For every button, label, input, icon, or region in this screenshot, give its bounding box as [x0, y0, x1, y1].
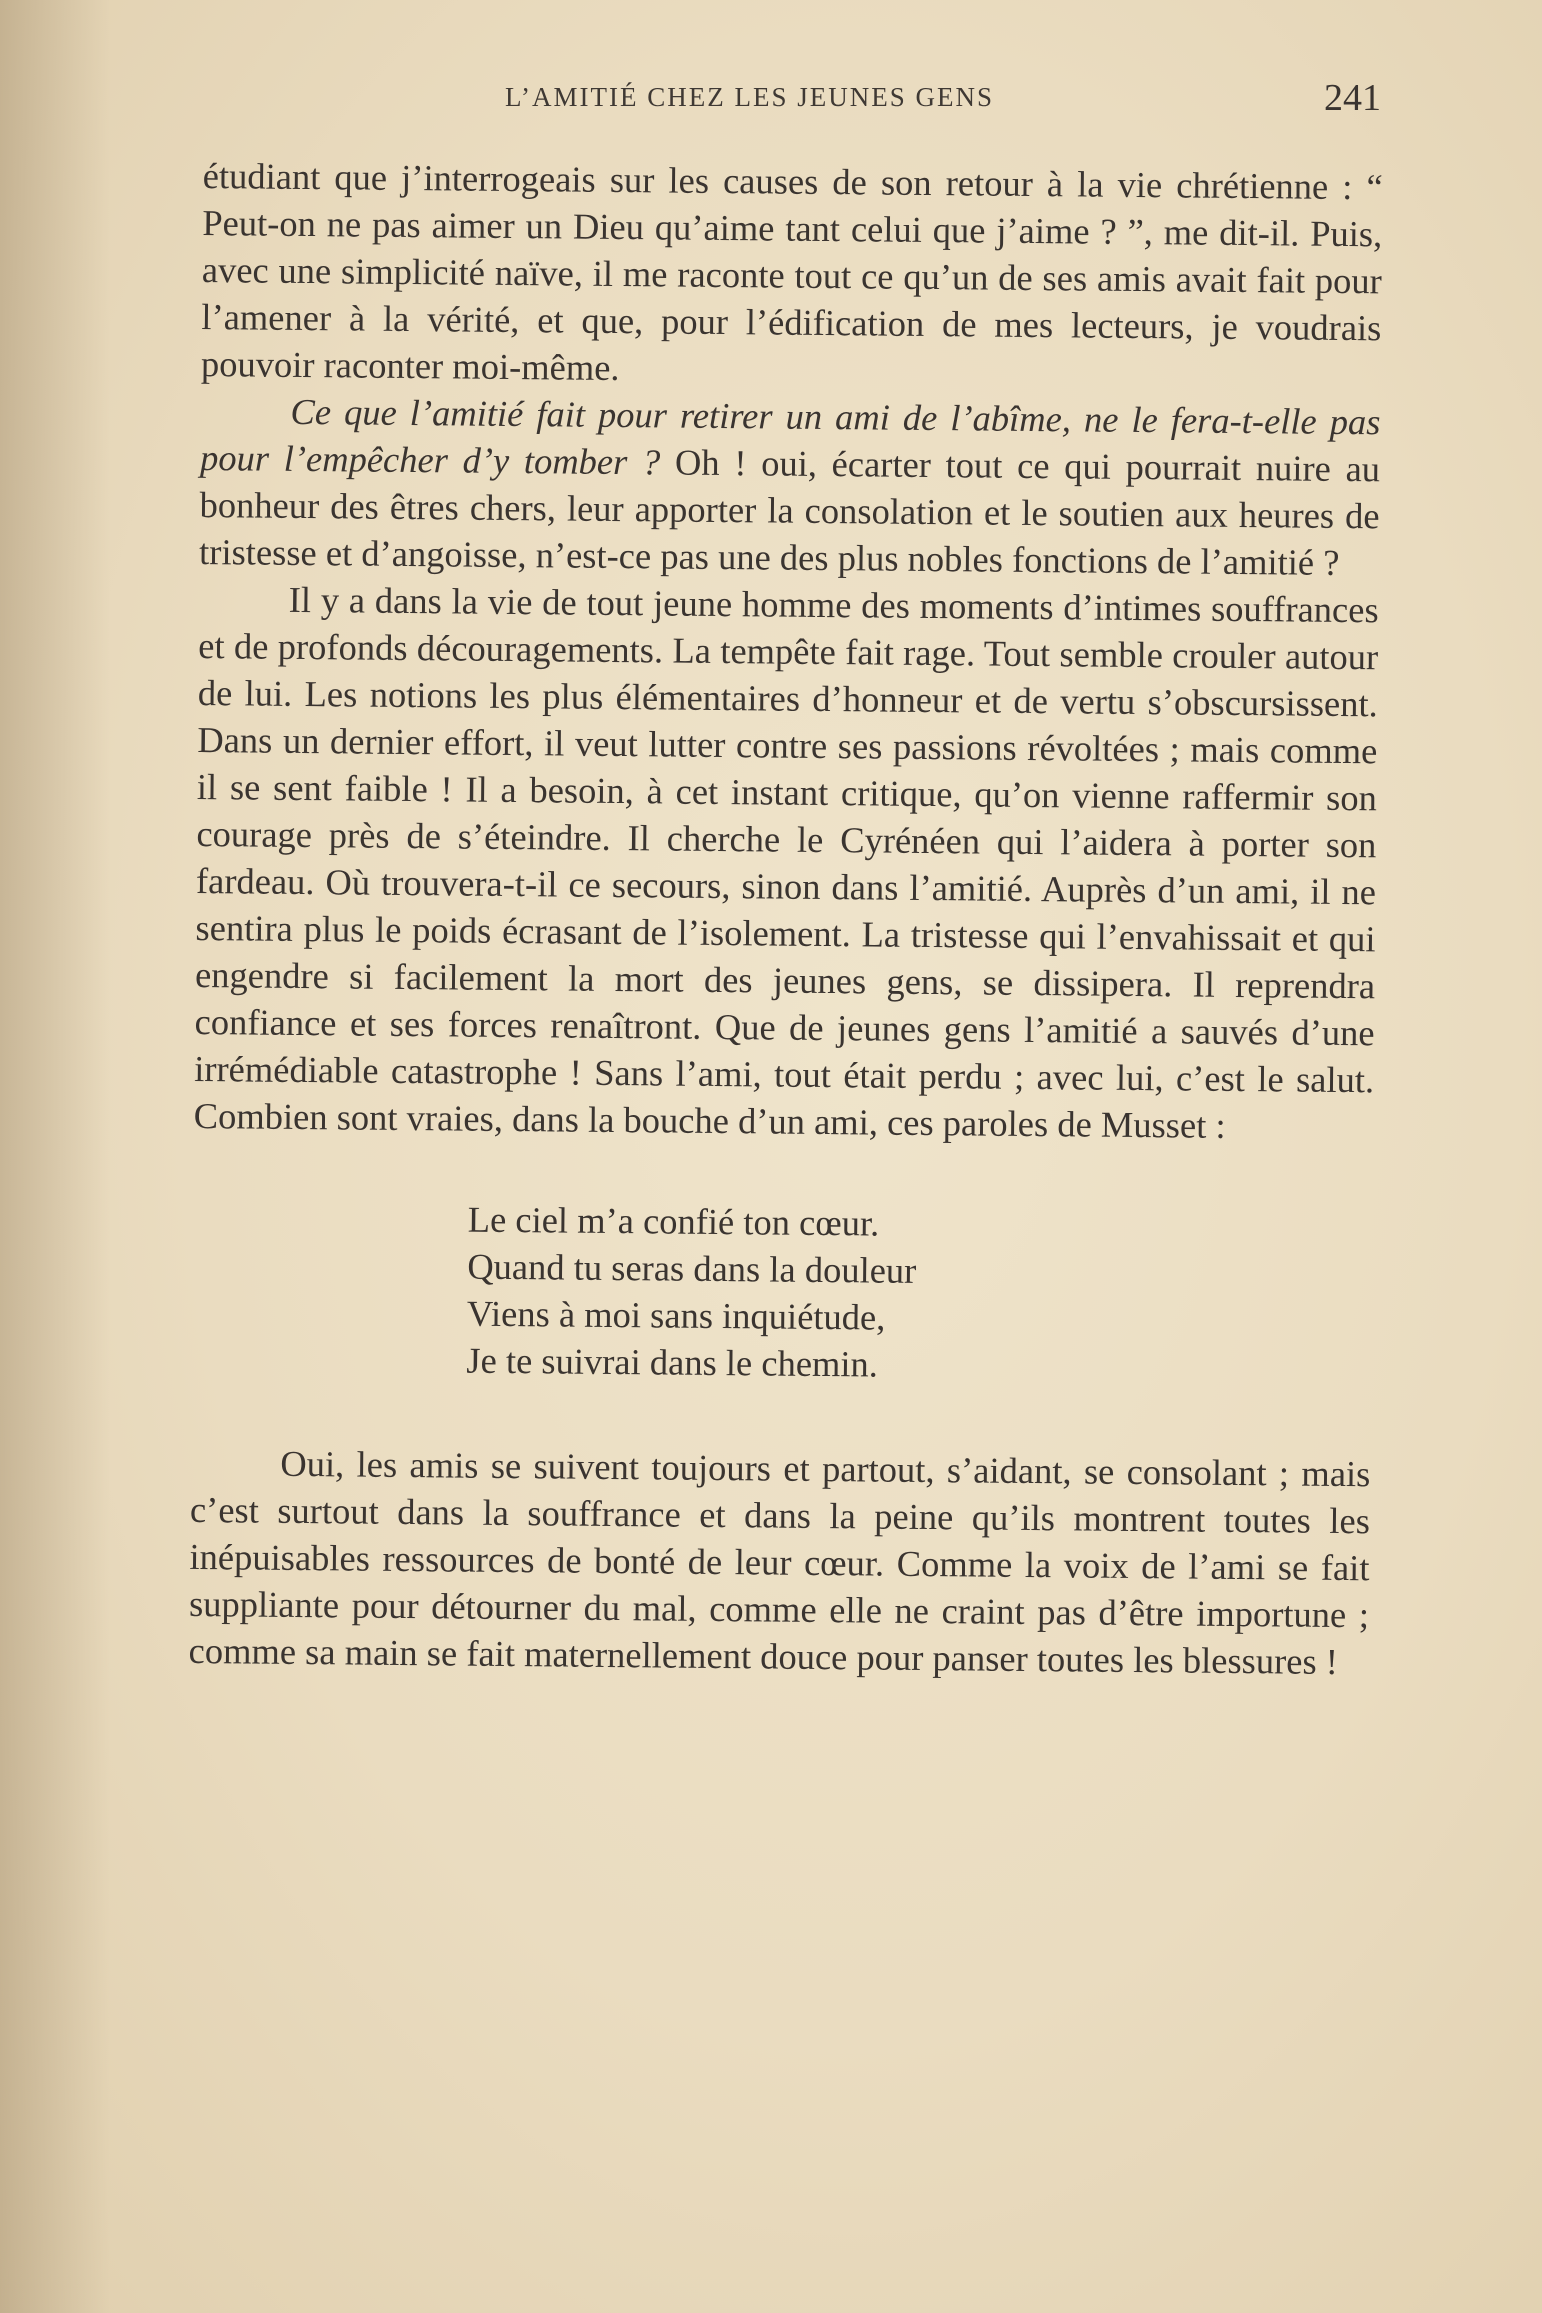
verse-line: Je te suivrai dans le chemin.: [466, 1339, 879, 1385]
paragraph-2: [199, 387, 1381, 586]
page-number: 241: [1324, 77, 1381, 119]
paragraph-1: étudiant que j’interrogeais sur les causes de son retour à la vie chrétienne : “ Peut-on ne pas aimer un Dieu qu’aime tant celui que j’aime ? ”, me dit-il. Puis, avec une simplicité naïve, il me raconte tout ce qu’un de ses amis avait fait pour l’amener à la vérité, et que, pour l’édification de mes lecteurs, je voudrais pouvoir raconter moi-même.: [200, 154, 1383, 389]
paragraph-2-italic: Ce que l’amitié fait pour retirer un ami de l’abîme, ne le fera-t-elle pas pour l’empêcher d’y tomber ?: [199, 390, 1381, 483]
verse-line: Viens à moi sans inquiétude,: [466, 1292, 886, 1338]
running-title: L’AMITIÉ CHEZ LES JEUNES GENS: [505, 82, 994, 112]
paragraph-2-rest: Oh ! oui, écarter tout ce qui pourrait nuire au bonheur des êtres chers, leur apporter la consolation et le soutien aux heures de tristesse et d’angoisse, n’est-ce pas une des plus nobles fonctions de l’amitié ?: [198, 441, 1381, 583]
verse-line: Quand tu seras dans la douleur: [467, 1245, 917, 1291]
body-text: [188, 152, 1383, 1685]
paragraph-4: Oui, les amis se suivent toujours et partout, s’aidant, se consolant ; mais c’est surtout dans la souffrance et dans la peine qu’ils montrent toutes les inépuisables ressources de bonté de leur cœur. Comme la voix de l’ami se fait suppliante pour détourner du mal, comme elle ne craint pas d’être importune ; comme sa main se fait maternellement douce pour panser toutes les blessures !: [188, 1442, 1371, 1682]
verse-quote: [466, 1196, 1373, 1393]
paragraph-3: Il y a dans la vie de tout jeune homme des moments d’intimes souffrances et de profonds découragements. La tempête fait rage. Tout semble crouler autour de lui. Les notions les plus élémentaires d’honneur et de vertu s’obscursissent. Dans un dernier effort, il veut lutter contre ses passions révoltées ; mais comme il se sent faible ! Il a besoin, à cet instant critique, qu’on vienne raffermir son courage près de s’éteindre. Il cherche le Cyrénéen qui l’aidera à porter son fardeau. Où trouvera-t-il ce secours, sinon dans l’amitié. Auprès d’un ami, il ne sentira plus le poids écrasant de l’isolement. La tristesse qui l’envahissait et qui engendre si facilement la mort des jeunes gens, se dissipera. Il reprendra confiance et ses forces renaîtront. Que de jeunes gens l’amitié a sauvés d’une irrémédiable catastrophe ! Sans l’ami, tout était perdu ; avec lui, c’est le salut. Combien sont vraies, dans la bouche d’un ami, ces paroles de Musset :: [193, 578, 1379, 1146]
verse-line: Le ciel m’a confié ton cœur.: [467, 1198, 880, 1244]
